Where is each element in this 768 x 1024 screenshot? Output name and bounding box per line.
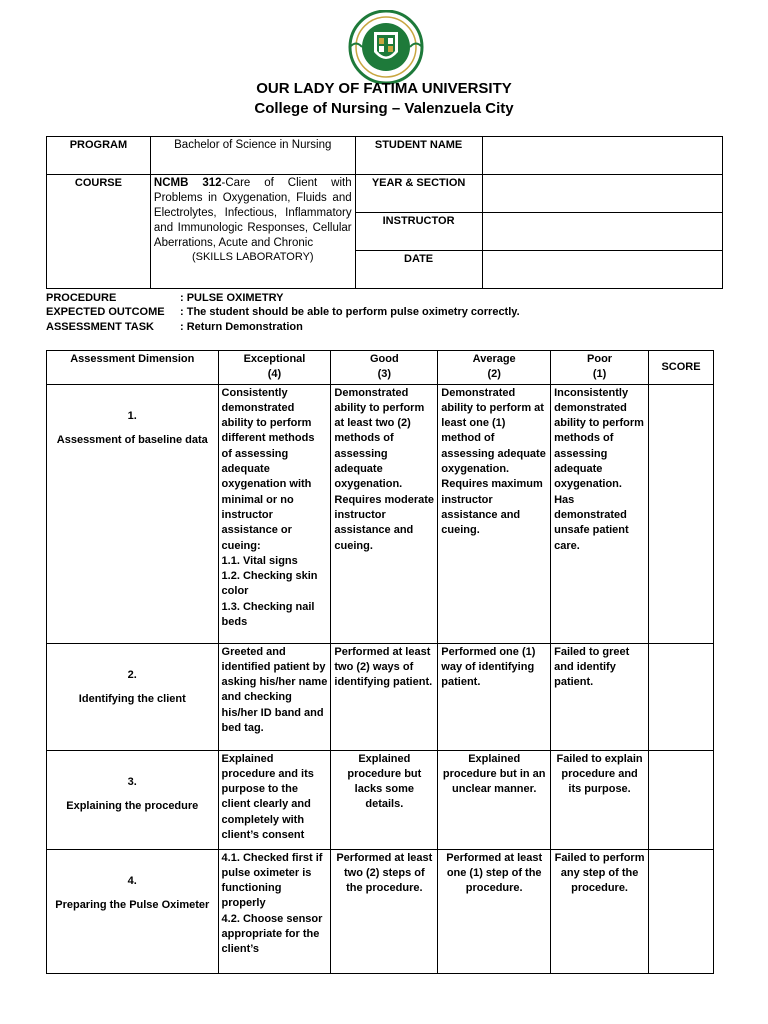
good-cell: Performed at least two (2) ways of identifying patient. [331,643,438,750]
score-cell[interactable] [649,750,714,849]
course-value [150,175,355,289]
instructor-field[interactable] [482,213,722,251]
university-name: OUR LADY OF FATIMA UNIVERSITY [256,80,512,97]
date-field[interactable] [482,251,722,289]
poor-cell: Inconsistently demonstrated ability to perform methods of assessing adequate oxygenation. Has demonstrated unsafe patient care. [551,384,649,643]
good-cell: Performed at least two (2) steps of the procedure. [331,849,438,973]
header-dimension: Assessment Dimension [47,351,219,385]
task-line [46,321,303,333]
average-cell: Demonstrated ability to perform at least one (1) method of assessing adequate oxygenation. Requires maximum instructor assistance and cueing. [438,384,551,643]
outcome-label: EXPECTED OUTCOME [46,306,165,318]
year-section-field[interactable] [482,175,722,213]
instructor-label: INSTRUCTOR [355,213,482,251]
header-average: Average (2) [438,351,551,385]
poor-cell: Failed to greet and identify patient. [551,643,649,750]
header-good: Good (3) [331,351,438,385]
average-cell: Performed at least one (1) step of the procedure. [438,849,551,973]
score-cell[interactable] [649,849,714,973]
exceptional-cell: Greeted and identified patient by asking his/her name and checking his/her ID band and bed tag. [218,643,331,750]
program-label: PROGRAM [47,137,151,175]
course-code: NCMB 312 [153,177,222,189]
rubric-table [46,350,714,974]
course-lab: (SKILLS LABORATORY) [191,251,314,263]
program-value: Bachelor of Science in Nursing [150,137,355,175]
exceptional-cell: Explained procedure and its purpose to the client clearly and completely with client’s consent [218,750,331,849]
outcome-value: : The student should be able to perform pulse oximetry correctly. [180,306,520,318]
student-name-field[interactable] [482,137,722,175]
good-cell: Explained procedure but lacks some details. [331,750,438,849]
average-cell: Explained procedure but in an unclear manner. [438,750,551,849]
header-poor: Poor (1) [551,351,649,385]
outcome-line [46,306,520,318]
procedure-line [46,292,284,304]
university-seal [334,10,438,84]
dimension-cell: 3. Explaining the procedure [47,750,219,849]
header-score: SCORE [649,351,714,385]
year-section-label: YEAR & SECTION [355,175,482,213]
exceptional-cell: 4.1. Checked first if pulse oximeter is functioning properly 4.2. Choose sensor appropriate for the client’s [218,849,331,973]
dimension-cell: 1. Assessment of baseline data [47,384,219,643]
procedure-label: PROCEDURE [46,292,117,304]
dimension-cell: 2. Identifying the client [47,643,219,750]
course-label: COURSE [47,175,151,289]
table-row [47,750,714,849]
score-cell[interactable] [649,384,714,643]
date-label: DATE [355,251,482,289]
good-cell: Demonstrated ability to perform at least two (2) methods of assessing adequate oxygenation. Requires moderate instructor assistance and cueing. [331,384,438,643]
header-exceptional: Exceptional (4) [218,351,331,385]
procedure-value: : PULSE OXIMETRY [180,292,284,304]
poor-cell: Failed to perform any step of the procedure. [551,849,649,973]
student-name-label: STUDENT NAME [355,137,482,175]
poor-cell: Failed to explain procedure and its purpose. [551,750,649,849]
dimension-cell: 4. Preparing the Pulse Oximeter [47,849,219,973]
table-row [47,643,714,750]
info-table [46,136,723,289]
task-value: : Return Demonstration [180,321,303,333]
college-name: College of Nursing – Valenzuela City [254,100,514,117]
task-label: ASSESSMENT TASK [46,321,154,333]
exceptional-cell: Consistently demonstrated ability to perform different methods of assessing adequate oxygenation with minimal or no instructor assistance or cueing: 1.1. Vital signs 1.2. Checking skin color 1.3. Checking nail beds [218,384,331,643]
table-row [47,384,714,643]
course-description: -Care of Client with Problems in Oxygenation, Fluids and Electrolytes, Infectious, Inflammatory and Immunologic Responses, Cellular Aberrations, Acute and Chronic [153,177,352,249]
table-row [47,849,714,973]
average-cell: Performed one (1) way of identifying patient. [438,643,551,750]
score-cell[interactable] [649,643,714,750]
